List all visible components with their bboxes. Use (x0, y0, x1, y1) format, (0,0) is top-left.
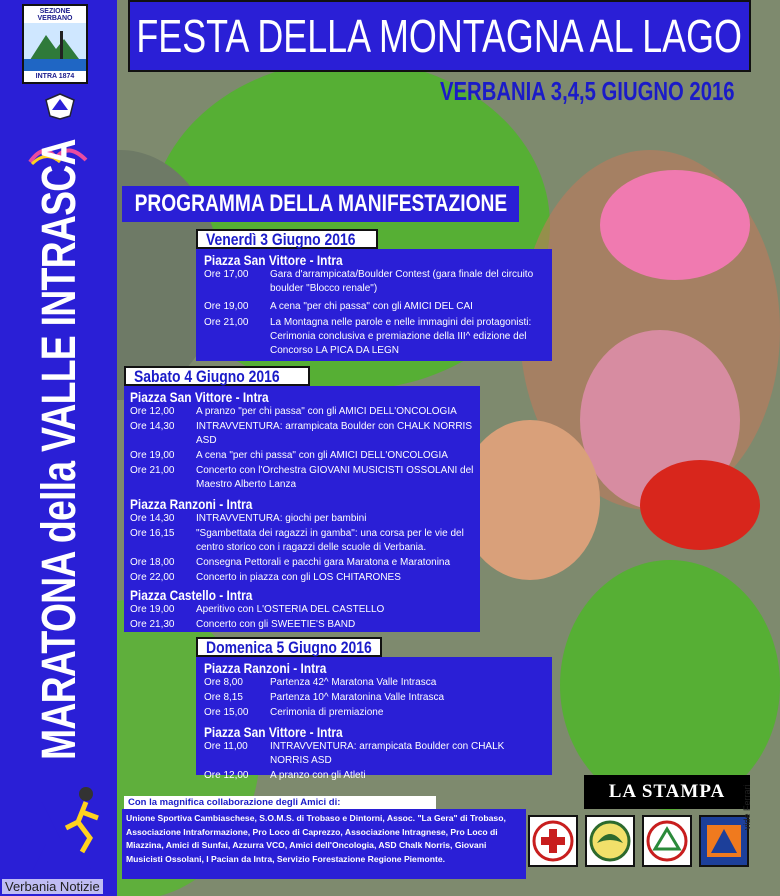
cai-emblem-icon (44, 92, 76, 120)
mountain-icon (24, 23, 86, 71)
day-tab-friday (196, 229, 378, 249)
day-label: Domenica 5 Giugno 2016 (206, 638, 372, 657)
event-row: Ore 21,30 Concerto con gli SWEETIE'S BAND (130, 619, 356, 630)
event-row: Ore 16,15 "Sgambettata dei ragazzi in gamba": una corsa per le vie del centro storico con i ragazzi delle scuole di Verbania. (130, 528, 464, 553)
event-row: Ore 19,00 A cena "per chi passa" con gli AMICI DELL'ONCOLOGIA (130, 450, 448, 461)
event-row: Ore 14,30 INTRAVVENTURA: arrampicata Boulder con CHALK NORRIS ASD (130, 421, 473, 446)
side-title: MARATONA della VALLE INTRASCA (33, 139, 86, 761)
day-tab-sunday (196, 637, 382, 657)
event-row: Ore 17,00 Gara d'arrampicata/Boulder Contest (gara finale del circuito boulder "Blocco renale") (204, 269, 534, 294)
event-dates-text: VERBANIA 3,4,5 GIUGNO 2016 (440, 76, 735, 106)
collaboration-heading: Con la magnifica collaborazione degli Amici di: (124, 796, 436, 809)
place-name: Piazza Ranzoni - Intra (204, 660, 327, 676)
main-title-text: FESTA DELLA MONTAGNA AL LAGO (136, 10, 743, 62)
event-row: Ore 14,30 INTRAVVENTURA: giochi per bambini (130, 513, 367, 524)
volontari-badge (642, 815, 692, 867)
event-row: Ore 21,00 Concerto con l'Orchestra GIOVANI MUSICISTI OSSOLANI del Maestro Alberto Lanza (130, 465, 474, 490)
photo-credit: vide Ferrari (742, 784, 752, 830)
day-tab-saturday (124, 366, 310, 386)
event-row: Ore 21,00 La Montagna nelle parole e nelle immagini dei protagonisti: Cerimonia conclusiva e premiazione della III^ edizione del Concorso LA PICA DA LEGN (204, 317, 532, 356)
event-dates (440, 76, 750, 106)
place-name: Piazza Ranzoni - Intra (130, 496, 253, 512)
day-panel-sunday (196, 657, 552, 781)
event-row: Ore 11,00 INTRAVVENTURA: arrampicata Boulder con CHALK NORRIS ASD (204, 741, 505, 766)
day-label: Venerdì 3 Giugno 2016 (206, 230, 356, 249)
event-row: Ore 22,00 Concerto in piazza con gli LOS CHITARONES (130, 572, 401, 583)
place-name: Piazza San Vittore - Intra (204, 252, 343, 268)
place-name: Piazza San Vittore - Intra (130, 389, 269, 405)
event-row: Ore 8,15 Partenza 10^ Maratonina Valle Intrasca (204, 692, 445, 703)
left-banner (0, 0, 117, 896)
day-panel-friday (196, 249, 552, 361)
logo-bottom-text: INTRA 1874 (35, 73, 75, 80)
event-row: Ore 18,00 Consegna Pettorali e pacchi gara Maratona e Maratonina (130, 557, 451, 568)
eagle-icon (587, 817, 633, 865)
day-label: Sabato 4 Giugno 2016 (134, 367, 280, 386)
marathon-runner-logo (6, 782, 118, 878)
place-name: Piazza Castello - Intra (130, 587, 253, 603)
soccorso-alpino-badge (528, 815, 578, 867)
event-row: Ore 12,00 A pranzo "per chi passa" con gli AMICI DELL'ONCOLOGIA (130, 406, 457, 417)
day-panel-saturday (124, 386, 480, 632)
event-row: Ore 15,00 Cerimonia di premiazione (204, 707, 384, 718)
forestale-badge (585, 815, 635, 867)
collaboration-text: Unione Sportiva Cambiaschese, S.O.M.S. di Trobaso e Dintorni, Assoc. "La Gera" di Trobaso, Associazione Intraformazione, Pro Loco di Caprezzo, Associazione Intragnese, Pro Loco di Miazzina, Amici di Sunfai, Azzurra VCO, Amici dell'Oncologia, ASD Chalk Norris, Giovani Musicisti Ossolani, I Pacian da Intra, Servizio Forestazione Regione Piemonte. (122, 809, 526, 879)
programme-title (122, 186, 519, 222)
la-stampa-logo: LA STAMPA (584, 775, 750, 809)
red-cross-icon (530, 817, 576, 865)
event-row: Ore 19,00 A cena "per chi passa" con gli AMICI DEL CAI (204, 301, 473, 312)
cai-verbano-logo (22, 4, 88, 84)
civil-protection-icon (701, 817, 747, 865)
event-row: Ore 8,00 Partenza 42^ Maratona Valle Intrasca (204, 677, 437, 688)
main-title (128, 0, 751, 72)
event-row: Ore 12,00 A pranzo con gli Atleti (204, 770, 366, 781)
event-row: Ore 19,00 Aperitivo con L'OSTERIA DEL CASTELLO (130, 604, 385, 615)
watermark-verbania-notizie: Verbania Notizie (2, 879, 103, 894)
programme-title-text: PROGRAMMA DELLA MANIFESTAZIONE (134, 190, 507, 217)
logo-top-text: SEZIONE VERBANO (37, 8, 73, 22)
triangle-icon (644, 817, 690, 865)
place-name: Piazza San Vittore - Intra (204, 724, 343, 740)
